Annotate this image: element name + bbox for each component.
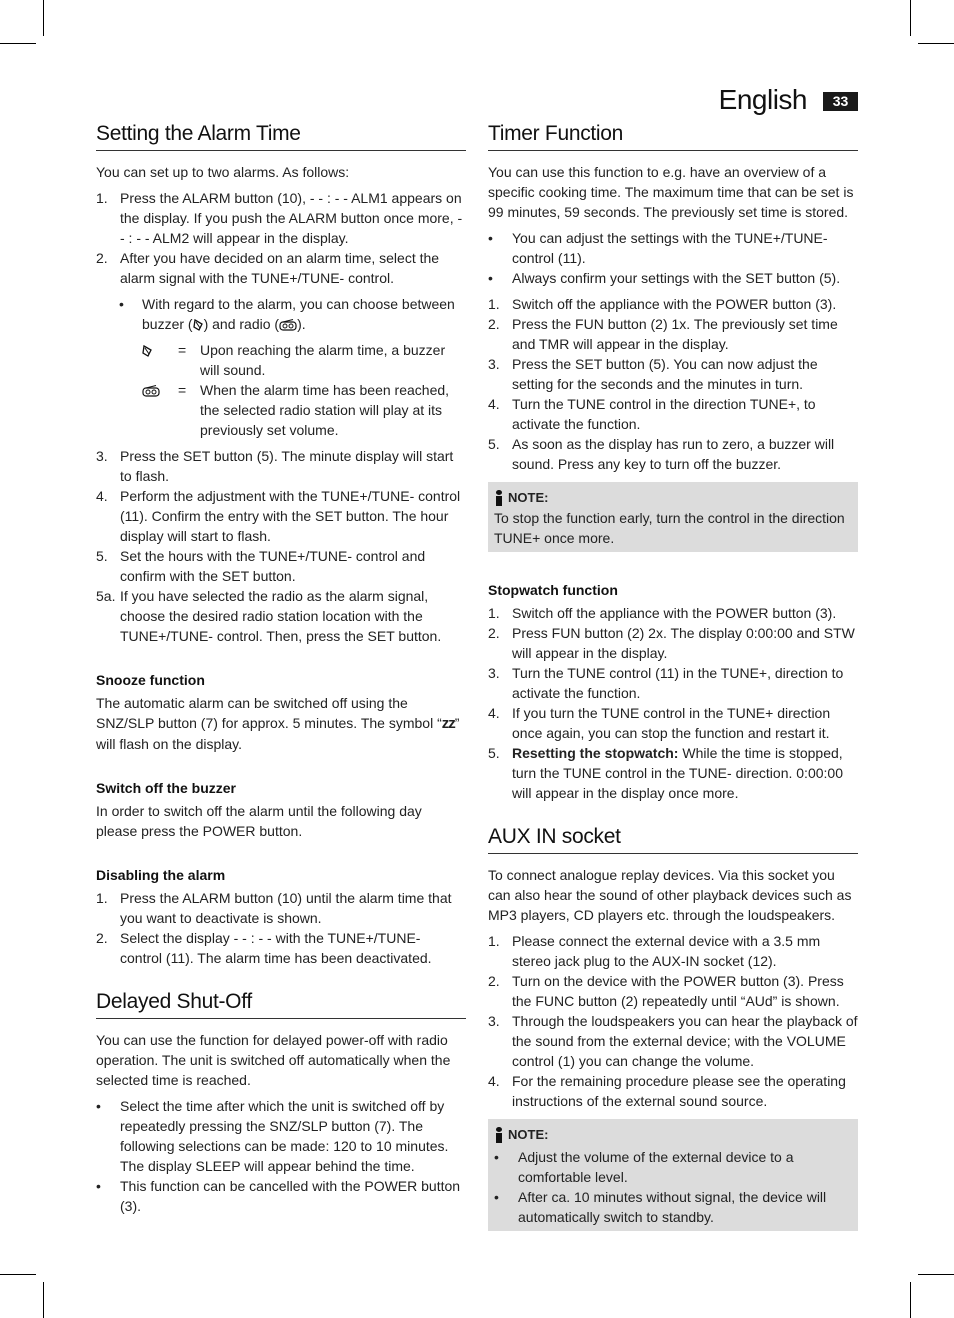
alarm-steps <box>96 188 466 288</box>
list-item: 1. Press the ALARM button (10), - - : - - ALM1 appears on the display. If you push the ALARM button once more, - - : - - ALM2 will appear in the display. <box>96 190 463 246</box>
timer-bullets <box>488 228 858 288</box>
timer-steps <box>488 294 858 474</box>
language-label: English <box>718 84 807 115</box>
alarm-signal-legend <box>96 340 466 440</box>
list-item: • After ca. 10 minutes without signal, the device will automatically switch to standby. <box>494 1189 827 1225</box>
radio-icon <box>279 319 297 331</box>
list-item: • Select the time after which the unit is switched off by repeatedly pressing the SNZ/SLP button (7). The following selections can be made: 120 to 10 minutes. The display SLEEP will appear behind the time. <box>96 1098 449 1174</box>
crop-mark <box>910 1282 911 1318</box>
list-item: 4. Perform the adjustment with the TUNE+/TUNE- control (11). Confirm the entry with the SET button. The hour display will start to flash. <box>96 488 461 544</box>
list-item: • You can adjust the settings with the TUNE+/TUNE- control (11). <box>488 230 828 266</box>
crop-mark <box>43 1282 44 1318</box>
alarm-intro: You can set up to two alarms. As follows: <box>96 164 350 180</box>
snooze-symbol: zz <box>441 715 455 732</box>
list-item: • Always confirm your settings with the SET button (5). <box>488 270 841 286</box>
disable-heading: Disabling the alarm <box>96 867 226 883</box>
list-item: 3. Press the SET button (5). You can now adjust the setting for the seconds and the minutes in turn. <box>488 356 818 392</box>
left-column <box>96 120 466 1222</box>
info-icon <box>494 490 504 506</box>
aux-note: NOTE: • Adjust the volume of the external device to a comfortable level. • After ca. 10 minutes without signal, the device will automatically switch to standby. <box>488 1119 858 1231</box>
section-title-shutoff: Delayed Shut-Off <box>96 988 466 1019</box>
buzzer-off-heading: Switch off the buzzer <box>96 780 236 796</box>
list-item: 2. Press FUN button (2) 2x. The display 0:00:00 and STW will appear in the display. <box>488 625 855 661</box>
list-item: • With regard to the alarm, you can choose between buzzer ( ) and radio ( ). <box>119 296 455 332</box>
timer-intro: You can use this function to e.g. have an overview of a specific cooking time. The maximum time that can be set is 99 minutes, 59 seconds. The previously set time is stored. <box>488 164 854 220</box>
list-item: 2. Select the display - - : - - with the TUNE+/TUNE- control (11). The alarm time has been deactivated. <box>96 930 432 966</box>
list-item: • This function can be cancelled with the POWER button (3). <box>96 1178 461 1214</box>
stopwatch-steps <box>488 603 858 803</box>
aux-steps <box>488 931 858 1111</box>
disable-steps <box>96 888 466 968</box>
section-title-alarm: Setting the Alarm Time <box>96 120 466 151</box>
crop-mark <box>0 1274 36 1275</box>
section-title-timer: Timer Function <box>488 120 858 151</box>
crop-mark <box>918 1274 954 1275</box>
aux-note-bullets <box>494 1147 852 1227</box>
list-item: 5a. If you have selected the radio as the alarm signal, choose the desired radio station location with the TUNE+/TUNE- control. Then, press the SET button. <box>96 588 442 644</box>
timer-note-text: To stop the function early, turn the control in the direction TUNE+ once more. <box>494 510 845 546</box>
shutoff-intro: You can use the function for delayed power-off with radio operation. The unit is switched off automatically when the selected time is reached. <box>96 1032 451 1088</box>
list-item: • Adjust the volume of the external device to a comfortable level. <box>494 1149 794 1185</box>
radio-icon <box>142 385 160 397</box>
snooze-text: The automatic alarm can be switched off using the SNZ/SLP button (7) for approx. 5 minutes. The symbol “zz” will flash on the display. <box>96 695 460 752</box>
buzzer-off-text: In order to switch off the alarm until the following day please press the POWER button. <box>96 803 422 839</box>
crop-mark <box>43 0 44 36</box>
list-item: 1. Switch off the appliance with the POWER button (3). <box>488 605 837 621</box>
list-item: 3. Press the SET button (5). The minute display will start to flash. <box>96 448 454 484</box>
buzzer-icon <box>193 319 204 332</box>
list-item: 5. Resetting the stopwatch: While the time is stopped, turn the TUNE control in the TUNE- direction. 0:00:00 will appear in the display once more. <box>488 745 843 801</box>
list-item: 1. Press the ALARM button (10) until the alarm time that you want to deactivate is shown. <box>96 890 452 926</box>
list-item: 5. Set the hours with the TUNE+/TUNE- control and confirm with the SET button. <box>96 548 426 584</box>
list-item: 2. Turn on the device with the POWER button (3). Press the FUNC button (2) repeatedly until “AUd” is shown. <box>488 973 844 1009</box>
stopwatch-heading: Stopwatch function <box>488 582 618 598</box>
legend-row: = When the alarm time has been reached, the selected radio station will play at its previously set volume. <box>142 380 466 440</box>
aux-intro: To connect analogue replay devices. Via this socket you can also hear the sound of other playback devices such as MP3 players, CD players etc. through the loudspeakers. <box>488 867 852 923</box>
list-item: 3. Turn the TUNE control (11) in the TUNE+, direction to activate the function. <box>488 665 844 701</box>
info-icon <box>494 1127 504 1143</box>
list-item: 4. If you turn the TUNE control in the TUNE+ direction once again, you can stop the function and restart it. <box>488 705 831 741</box>
list-item: 2. Press the FUN button (2) 1x. The previously set time and TMR will appear in the display. <box>488 316 838 352</box>
alarm-signal-bullets <box>96 294 466 334</box>
crop-mark <box>910 0 911 36</box>
list-item: 4. For the remaining procedure please see the operating instructions of the external sound source. <box>488 1073 846 1109</box>
timer-note: NOTE: To stop the function early, turn the control in the direction TUNE+ once more. <box>488 482 858 552</box>
list-item: 1. Switch off the appliance with the POWER button (3). <box>488 296 837 312</box>
shutoff-bullets <box>96 1096 466 1216</box>
list-item: 2. After you have decided on an alarm time, select the alarm signal with the TUNE+/TUNE- control. <box>96 250 440 286</box>
snooze-heading: Snooze function <box>96 672 205 688</box>
alarm-steps-continued <box>96 446 466 646</box>
buzzer-icon <box>142 345 153 358</box>
right-column <box>488 120 858 1245</box>
crop-mark <box>918 43 954 44</box>
list-item: 5. As soon as the display has run to zero, a buzzer will sound. Press any key to turn off the buzzer. <box>488 436 835 472</box>
list-item: 1. Please connect the external device with a 3.5 mm stereo jack plug to the AUX-IN socket (12). <box>488 933 821 969</box>
list-item: 3. Through the loudspeakers you can hear the playback of the sound from the external device; with the VOLUME control (1) you can change the volume. <box>488 1013 858 1069</box>
page-number: 33 <box>823 92 858 111</box>
section-title-aux: AUX IN socket <box>488 823 858 854</box>
legend-row: = Upon reaching the alarm time, a buzzer will sound. <box>142 340 466 380</box>
list-item: 4. Turn the TUNE control in the direction TUNE+, to activate the function. <box>488 396 816 432</box>
crop-mark <box>0 43 36 44</box>
